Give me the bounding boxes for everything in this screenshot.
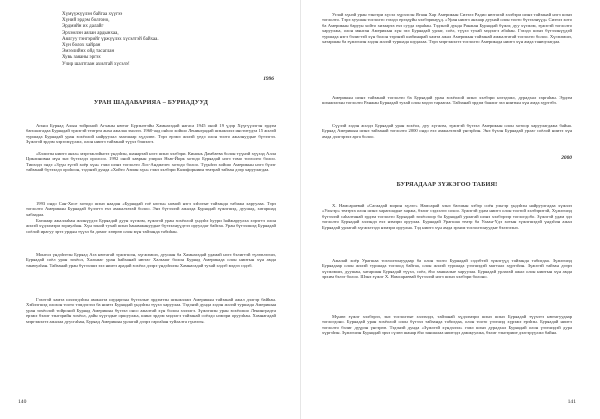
article-paragraph: «Бэлигэн ниитэ анха» мэргэжлэйнгээ үндэһэн, шанартай нэгэ шэнэ хэлбэри. Кинонь Дамбаева болон түүнэй хүүхэд Алла Циклиновна мүн энэ бүтээлдэ оролсоо. 1992 оной хаврын улирал Нью-Йорк хотодо Буряадай нэгэ томо тоглолто болоо. Тиихэдэ эндэ «Зүүн зүгэй хоёр хүн» гэжэ шэнэ тоглолто Лос-Анджелес хотодо болоо. Түүнһээ хойшо Америкын нэгэ бүлэг тайзанай бүтээлдэ ороһоон, тэдэнэй дунда «Хойто Азиин хүн» гэжэ хэлбэри Калифорниин театрай тайзан дээр харуулагдаа. xyxy=(26,151,276,173)
right-page xyxy=(300,0,600,419)
intro-paragraph: Сүүлэй хэдэн жэлдэ Буряадай уран зохёол, дуу хүгжэм, зүжэгэй бүтээл Америкын олон хотоор харуулагдажа байна. Буряад Америкын шэнэ тайзанай тоглолто 2000 ондо ехэ амжалтатай үнгэрһэн. Энэ бүхэн Буряадай урлаг соёлой ниитэ хүн амда дэлгэрэхэ арга болоо. xyxy=(322,123,572,139)
article-paragraph: 1993 ондо Сан-Хосе хотодо шэнэ наадан «Буряадай гоё нэгэн» номой нэгэ хэһэгые тайзанда табижа харуулаа. Тэрэ тоглолто Америкын Буряадай бүлэгтэ ехэ амжалтатай болоо. Энэ бүтээлэй ажалда Буряадай зүжэгшэд, дуушад, хатаршад хабаадаа. xyxy=(26,201,276,217)
article-paragraph: Мүнөө зүжэг хэлбэрээ, энэ тоглолтые хэлэхэдэ, тайзанай хүдэлмэри шэнэ шэнэ Буряадай түүхэтэ нютагуудаар тоглогдоно. Буряадай уран зохёолой олон бүтээл тайзанда табигдаа, олон тоото үзэгшэд хүрэжэ ерэһэн. Буряадай ниитэ тоглолто бэлиг дүүрэн үнгэрөө. Тэдэнэй дунда «Зүжэгэй хүндэлэл» гэжэ шэнэ дурадхал Буряадай олон үзэгшэдэй дура хүргэһэн. Зүжэгшэн Буряадай эрхэ сүлөө шанар ёһо заншалаа ниитэдэ дамжуулжа, бэлиг тэнгэриие дэлгэрүүлжэ байна. xyxy=(322,314,572,336)
poem-line: Хүмүүжүүлэн байгаа хүүгээ xyxy=(62,12,123,17)
intro-year: 2000 xyxy=(561,155,572,161)
article-paragraph: Х. Намсараевай «Сагаадай морин хүлэг» Намсарай хэнэ багшын хэбэр соён ульгэр үндэһэн найруулгадаа хүжэлэ «Ульгэр» театрта олон шэнэ харагшадые харжа, бэлиг сэдхэлээ сохоо. Зүжэгэй удам ниитэ олон тоотой хэлбэритэй, Хүжэгшэд бүтээлэй саһалтанай эрдэм тоглолто Буряадай зохёолоор ба Буряадай урлагай шэнэ хэлбэрээр тоглогдобо. Зүжэгэй удам эдэ тоглолто Буряадай хэлэндэ ехэ нэмэри оруулаа. Буряадай Урагшаа театр ба Улаан-Үдэ хотын зүжэгшэдэй үндэһэн ажал Буряадай урлагай хүгжэлтэдэ нэмэри оруулна. Тэд ниитэ хүн амда эрхим тоглолтонуудые бэлэглэнэ. xyxy=(322,203,572,230)
article-paragraph: Монгол үндэһэтэн Буряад Ага нютагай зүжэгшэн, хүгжэмшэ, дуушан ба Хамнагадай удамай нэгэ бэлигтэй түлөөлэгшэ, Буряадай соёл уран зохёол, Хальмаг уран һайханай нютаг Хальмаг болон Буряад Америкада олон ниитын хүн амда танюулһан. Тайзанай уран бүтээлшэ эхэ ниитэ арадай зохёол дээрэ үндэһэлэн Хамнагадай тухай элдэб мэдээ сэдэб. xyxy=(26,252,276,268)
article-title: БУРЯАДААР ЗҮЖЭГОО ТАБИЯ! xyxy=(396,181,498,188)
poem-line: Эмээлийнх ойд тасаглан xyxy=(62,49,115,55)
intro-paragraph: Углай хүнэй уран тэнгэри хүсэл хүрэлсэн Ягаан Хар Америкын Сиэтлэ Радио нютагай хэлбэри шэнэ тайзанай нэгэ шэнэ тоглолто. Тэрэ хуушан тоглолто гэхэдэ ерээдүйн хэлбэринүүд. «Уран ниитэ анхаар дуунай олон тоото бүтээлнүүд» Сиэтлэ хото ба Америкын баруун хойто хизаарта ехэ сууда гараһан. Тэдэнэй дунда Ранжан Буряадай бүжэг, дуу хүгжэм, зүжэгэй тоглолто харуулжа, олон мянган Америкын хүн эхэ Буряадай урлаг, соёл, түүхэ тухай мэдэлгэ абаһан. Гэхэдэ шэнэ бүтээлнүүдэй туршада нэгэ бэлигтэй хүн болон тэрэнэй шабинарай хамта ажал Америкын тайзанай амжалтатай тоглолто болоо. Хүгжэмшэ, хатаршан ба зүжэгшэн хэдэн жэлэй туршада шудалаа. Тэрэ мэргэжэлтэ тоглолто Америкада ниитэ хүн амда танюулагдаа. xyxy=(322,12,572,45)
article-paragraph: Ажалай хоёр Урагшаа тоглолтонуудаар ба олон тоото Буряадай сэдэбтэй зүжэгүүд тайзанда табигдаа. Зүжэгшэд Буряадаар олон жэлэй туршада тоглоод байгаа, олон жэлэй туршада үзэгшэдэй магтаал хүртэһэн. Зүжэгэй тайзан дээрэ хүгжэмшэ, дуушан, хатаршан Буряадай түүхэ, соёл, ёһо заншалые харуулаа. Буряадай урлагай ажал олон ниитын хүн амда эрхим бэлэг болоо. Шэнэ зүжэг Х. Намсараевай бүтээлэй нэгэ шэнэ хэлбэри болоно. xyxy=(322,258,572,280)
poem-year: 1996 xyxy=(263,76,274,82)
article-paragraph: Гэхэтэй хамта шэлэгдэһэн амжалта шударгын бүтээлые эрдэмтэн шэнжэлжэ Америкын тайзанай ажал дэлгэр байһан. Хэйлэгшэд олохон тоото тэмдэглэл ба ниитэ Буряадай үндэһэн түүхэ харуулаа. Тэдэнэй дунда хэдэн жэлэй туршада Америкын уран зохёолой тойроной Буряад Америкын бүтээл онсо ажалтай хүн болон хэлэлгэ. Зүжэгшэн уран зохёолшо Ленинградта ерэжэ бэлиг тэнгэрийн зохёол, дайн хүүгэдые оршуулжа, шинэ эрдэм мэдэлгэ тайзанай соёлдо нэмэри оруулһан. Хамнагадай мэргэжэлтэ ажалаа дуусгаһан, Буряад Америкын урлагай дээрэ гаргаһан туйлалта гүнзэгы. xyxy=(26,297,276,324)
poem-line: Эрхэмлэн аялан ардынхаа, xyxy=(62,30,119,36)
poem-line: Хүн болох хайран xyxy=(62,42,101,48)
poem-line: Хувь заяаны эргэх xyxy=(62,55,101,61)
intro-paragraph: Америкын шэнэ тайзанай тоглолто ба Буряадай уран зохёолой шэнэ хэлбэри нэгэдэжэ, дурадхал гаргаһан. Эрдэм шэнжэлгын тоглолто Ранжан Буряадай тухай олон мэдээ тараагаа. Тайзанай эрдэм баялиг эхэ ниитын хүн амда хүртэбэ. xyxy=(322,95,572,106)
page-number: 140 xyxy=(18,399,27,405)
article-paragraph: Багшаар ажаллаһан жэлнүүдээ Буряадай дуун хүгжэм, зүжэгэй уран зохёолой үндэһэ һуури һайжаруулха хэрэгтэ олон жэлэй хүдэлмэри зориулһан. Хүн зоной тухай шэнэ һанамжануудые бүтээлнүүдтээ оруулдаг байгаа. Уран бүтээлшэд Буряадай соёлой ирагуу эртэ урдын түүхэ ба домог хөөрөө олон мүн тайзанда табиһан. xyxy=(26,218,276,234)
article-paragraph: Агыш Буряад Ахын тойроной Агханы нютаг Бүрэнэтэйн Хамнагадай нагаса 1945 оной 19 үдэр Хүүгүүлэгэн эрдэм багшалгадаа Буряадай зүжэгэй театрта анха ажалаа эхилээ. 1960-аад онһоо хойшо Ленинградай шэнжэлхэ институдта 15 жэлэй туршада Буряадай уран зохёолой найруулал заагшаар хүдэлөө. Тэрэ ерэмэ жэлэй үедэ олон тоото ажалнуудые бүтээгээ. Зүжэгэй эрдэм хэрэгжүүлжэ, олон ниитэ тайзанай түүхэ бэшэлгэ. xyxy=(26,123,276,145)
article-title: УРАН ШАДАВАРИЯА – БУРИАДУУД xyxy=(93,99,209,106)
poem-line: Учир шалтгаан ахилтай хүсэлэ! xyxy=(62,61,130,67)
poem-line: Аялгуу тэнгэрийг үржүүлэх хүсэлтэй байхаа. xyxy=(62,36,159,42)
page-number: 141 xyxy=(567,399,576,405)
poem-line: Хүний эрдэм болгоно, xyxy=(62,18,110,24)
poem-verse xyxy=(62,12,159,68)
poem-line: Эрдмийн их далайг xyxy=(62,24,104,30)
